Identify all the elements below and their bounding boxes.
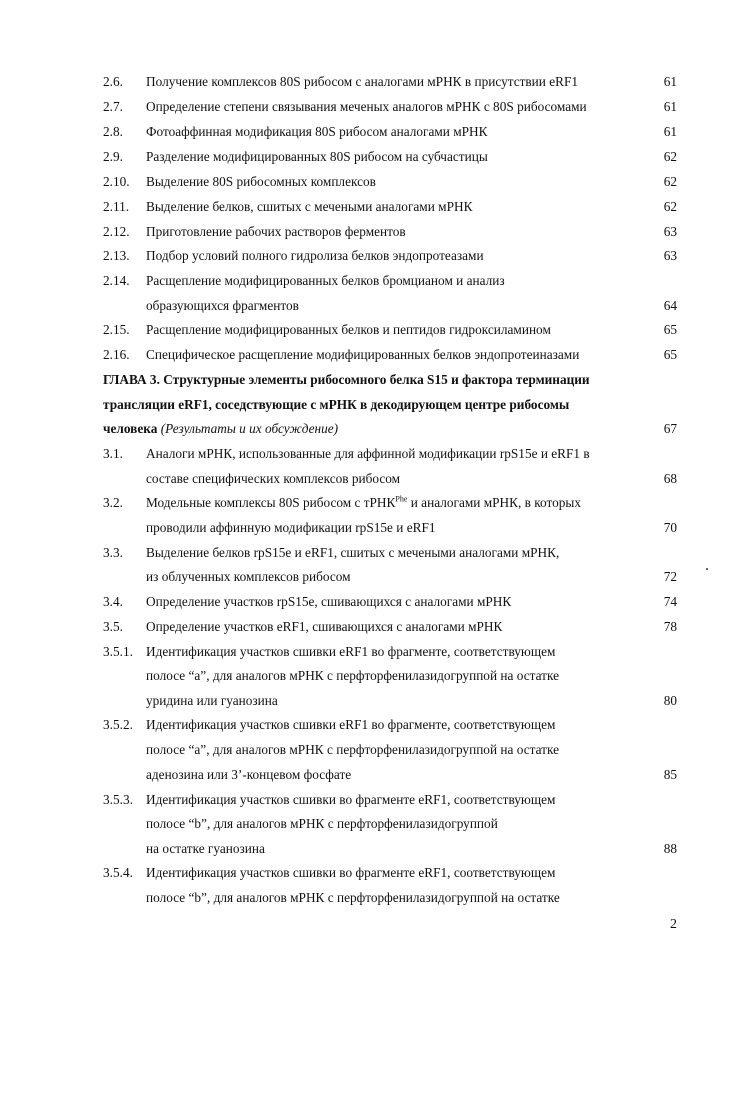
entry-title: Фотоаффинная модификация 80S рибосом аналогами мРНК xyxy=(146,124,488,139)
scan-speck xyxy=(706,568,708,570)
entry-page: 65 xyxy=(663,322,677,337)
toc-entry xyxy=(0,123,733,147)
entry-title: Определение степени связывания меченых аналогов мРНК с 80S рибосомами xyxy=(146,99,587,114)
toc-entry-continuation xyxy=(0,297,733,321)
toc-entry xyxy=(0,643,733,667)
entry-number: 2.7. xyxy=(103,99,123,114)
entry-page: 61 xyxy=(663,74,677,89)
entry-title: Выделение 80S рибосомных комплексов xyxy=(146,174,376,189)
entry-number: 3.5.2. xyxy=(103,717,133,732)
entry-page: 64 xyxy=(663,298,677,313)
entry-title: Специфическое расщепление модифицированных белков эндопротеиназами xyxy=(146,347,580,362)
entry-page: 65 xyxy=(663,347,677,362)
toc-entry-continuation xyxy=(0,568,733,592)
toc-entry xyxy=(0,198,733,222)
entry-number: 3.5. xyxy=(103,619,123,634)
toc-entry xyxy=(0,321,733,345)
entry-number: 3.2. xyxy=(103,495,123,510)
entry-title: Расщепление модифицированных белков и пептидов гидроксиламином xyxy=(146,322,551,337)
entry-number: 3.4. xyxy=(103,594,123,609)
entry-title: Аналоги мРНК, использованные для аффинной модификации rpS15e и eRF1 в xyxy=(146,446,590,461)
entry-title: Идентификация участков сшивки во фрагменте eRF1, соответствующем xyxy=(146,792,556,807)
entry-title-part: и аналогами мРНК, в которых xyxy=(407,495,582,510)
entry-page: 62 xyxy=(663,174,677,189)
chapter-title-word: человека xyxy=(103,421,158,436)
entry-title-superscript: Phe xyxy=(395,494,408,504)
entry-page: 62 xyxy=(663,199,677,214)
entry-title: Подбор условий полного гидролиза белков эндопротеазами xyxy=(146,248,484,263)
entry-number: 3.5.1. xyxy=(103,644,133,659)
entry-title: полосе “b”, для аналогов мРНК с перфторфенилазидогруппой на остатке xyxy=(146,890,560,905)
toc-entry xyxy=(0,247,733,271)
entry-title: Расщепление модифицированных белков бромцианом и анализ xyxy=(146,273,505,288)
entry-title: из облученных комплексов рибосом xyxy=(146,569,351,584)
entry-page: 67 xyxy=(663,421,677,436)
chapter-heading xyxy=(0,420,733,444)
entry-page: 72 xyxy=(663,569,677,584)
chapter-title-line2: трансляции eRF1, соседствующие с мРНК в декодирующем центре рибосомы xyxy=(103,397,570,412)
entry-page: 78 xyxy=(663,619,677,634)
entry-page: 62 xyxy=(663,149,677,164)
entry-title: аденозина или 3’-концевом фосфате xyxy=(146,767,352,782)
toc-entry-continuation xyxy=(0,470,733,494)
toc-entry-continuation xyxy=(0,815,733,839)
entry-number: 2.16. xyxy=(103,347,130,362)
entry-page: 63 xyxy=(663,248,677,263)
chapter-heading xyxy=(0,396,733,420)
entry-title: Выделение белков rpS15e и eRF1, сшитых с мечеными аналогами мРНК, xyxy=(146,545,560,560)
toc-entry xyxy=(0,272,733,296)
toc-entry xyxy=(0,593,733,617)
entry-page: 74 xyxy=(663,594,677,609)
entry-page: 61 xyxy=(663,124,677,139)
entry-number: 2.14. xyxy=(103,273,130,288)
entry-page: 70 xyxy=(663,520,677,535)
entry-page: 61 xyxy=(663,99,677,114)
toc-entry-continuation xyxy=(0,692,733,716)
entry-page: 63 xyxy=(663,224,677,239)
entry-title: на остатке гуанозина xyxy=(146,841,265,856)
entry-title: Идентификация участков сшивки eRF1 во фрагменте, соответствующем xyxy=(146,717,556,732)
entry-title: полосе “b”, для аналогов мРНК с перфторфенилазидогруппой xyxy=(146,816,498,831)
toc-entry xyxy=(0,223,733,247)
toc-entry xyxy=(0,445,733,469)
toc-entry xyxy=(0,716,733,740)
entry-number: 2.12. xyxy=(103,224,130,239)
entry-title: Идентификация участков сшивки eRF1 во фрагменте, соответствующем xyxy=(146,644,556,659)
entry-title: образующихся фрагментов xyxy=(146,298,299,313)
toc-entry-continuation xyxy=(0,840,733,864)
entry-title: проводили аффинную модификации rpS15e и eRF1 xyxy=(146,520,436,535)
toc-entry xyxy=(0,98,733,122)
chapter-title-line3 xyxy=(103,420,338,438)
toc-entry xyxy=(0,346,733,370)
entry-page: 88 xyxy=(663,841,677,856)
entry-page: 85 xyxy=(663,767,677,782)
toc-entry-continuation xyxy=(0,667,733,691)
entry-number: 2.8. xyxy=(103,124,123,139)
toc-entry xyxy=(0,494,733,518)
entry-number: 2.9. xyxy=(103,149,123,164)
entry-title: Выделение белков, сшитых с мечеными аналогами мРНК xyxy=(146,199,473,214)
entry-number: 2.11. xyxy=(103,199,130,214)
chapter-subtitle: (Результаты и их обсуждение) xyxy=(160,421,339,436)
entry-number: 2.10. xyxy=(103,174,130,189)
entry-title: Определение участков eRF1, сшивающихся с аналогами мРНК xyxy=(146,619,503,634)
entry-page: 80 xyxy=(663,693,677,708)
entry-title: полосе “a”, для аналогов мРНК с перфторфенилазидогруппой на остатке xyxy=(146,742,559,757)
toc-entry-continuation xyxy=(0,766,733,790)
toc-entry xyxy=(0,148,733,172)
entry-title: составе специфических комплексов рибосом xyxy=(146,471,401,486)
entry-title xyxy=(146,494,581,512)
entry-page: 68 xyxy=(663,471,677,486)
toc-entry-continuation xyxy=(0,519,733,543)
entry-number: 3.5.4. xyxy=(103,865,133,880)
toc-entry xyxy=(0,864,733,888)
entry-number: 2.13. xyxy=(103,248,130,263)
entry-number: 2.15. xyxy=(103,322,130,337)
toc-entry xyxy=(0,791,733,815)
toc-entry-continuation xyxy=(0,741,733,765)
entry-number: 3.1. xyxy=(103,446,123,461)
toc-entry xyxy=(0,544,733,568)
entry-title: Идентификация участков сшивки во фрагменте eRF1, соответствующем xyxy=(146,865,556,880)
chapter-heading xyxy=(0,371,733,395)
entry-number: 3.5.3. xyxy=(103,792,133,807)
toc-entry xyxy=(0,73,733,97)
entry-title: Приготовление рабочих растворов ферментов xyxy=(146,224,406,239)
page-number: 2 xyxy=(670,917,677,932)
toc-entry-continuation xyxy=(0,889,733,913)
entry-number: 3.3. xyxy=(103,545,123,560)
entry-title-part: Модельные комплексы 80S рибосом с тРНК xyxy=(146,495,396,510)
entry-title: Определение участков rpS15e, сшивающихся с аналогами мРНК xyxy=(146,594,512,609)
entry-title: Разделение модифицированных 80S рибосом на субчастицы xyxy=(146,149,488,164)
entry-title: полосе “a”, для аналогов мРНК с перфторфенилазидогруппой на остатке xyxy=(146,668,559,683)
chapter-title-line1: ГЛАВА 3. Структурные элементы рибосомного белка S15 и фактора терминации xyxy=(103,372,590,387)
entry-title: Получение комплексов 80S рибосом с аналогами мРНК в присутствии eRF1 xyxy=(146,74,579,89)
entry-title: уридина или гуанозина xyxy=(146,693,278,708)
entry-number: 2.6. xyxy=(103,74,123,89)
toc-entry xyxy=(0,173,733,197)
toc-entry xyxy=(0,618,733,642)
